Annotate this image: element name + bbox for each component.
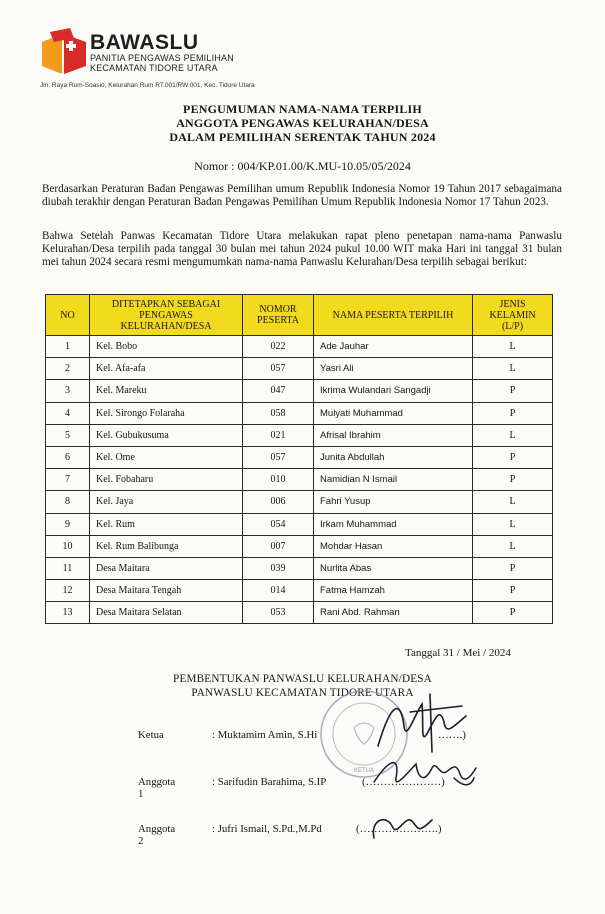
table-header-row (46, 295, 553, 336)
title-line-3: DALAM PEMILIHAN SERENTAK TAHUN 2024 (169, 130, 436, 144)
row-participant-number: 053 (243, 602, 314, 624)
table-row (46, 491, 553, 513)
row-location: Kel. Sirongo Folaraha (90, 402, 243, 424)
row-gender: P (473, 602, 553, 624)
row-location: Kel. Fobaharu (90, 469, 243, 491)
official-stamp-icon (318, 688, 410, 780)
row-gender: P (473, 402, 553, 424)
row-name: Namidian N Ismail (314, 469, 473, 491)
row-number: 7 (46, 469, 90, 491)
signatory-role: Anggota 1 (138, 776, 176, 800)
row-gender: L (473, 513, 553, 535)
row-participant-number: 039 (243, 557, 314, 579)
row-participant-number: 007 (243, 535, 314, 557)
row-location: Desa Maitara (90, 557, 243, 579)
row-name: Fatma Hamzah (314, 580, 473, 602)
row-name: Junita Abdullah (314, 446, 473, 468)
row-participant-number: 010 (243, 469, 314, 491)
row-gender: L (473, 535, 553, 557)
brand-line-2: KECAMATAN TIDORE UTARA (90, 63, 218, 73)
stamp-label: KETUA (353, 768, 375, 774)
row-location: Kel. Gubukusuma (90, 424, 243, 446)
signatory-name: : Jufri Ismail, S.Pd.,M.Pd (212, 823, 322, 835)
row-name: Fahri Yusup (314, 491, 473, 513)
table-body (46, 336, 553, 624)
title-line-2: ANGGOTA PENGAWAS KELURAHAN/DESA (176, 116, 429, 130)
signatory-name: : Muktamim Amin, S.Hi (212, 729, 318, 741)
header-gender-line-1: JENIS KELAMIN (489, 298, 536, 321)
row-number: 13 (46, 602, 90, 624)
row-number: 2 (46, 358, 90, 380)
table-row (46, 336, 553, 358)
row-name: Ikrima Wulandari Sangadji (314, 380, 473, 402)
table-row (46, 358, 553, 380)
row-participant-number: 054 (243, 513, 314, 535)
row-name: Afrisal Ibrahim (314, 424, 473, 446)
table-row (46, 535, 553, 557)
row-participant-number: 014 (243, 580, 314, 602)
table-row (46, 557, 553, 579)
header-location-line-2: PENGAWAS (139, 309, 193, 321)
paragraph-legal-basis: Berdasarkan Peraturan Badan Pengawas Pemilihan umum Republik Indonesia Nomor 19 Tahun 2017 sebagaimana diubah terakhir dengan Peraturan Badan Pengawas Pemilihan Umum Republik Indonesia Nomor 17 Tahun 2023. (42, 183, 562, 208)
announcement-title (0, 102, 605, 144)
row-name: Mulyati Muhammad (314, 402, 473, 424)
table-row (46, 580, 553, 602)
row-number: 4 (46, 402, 90, 424)
row-number: 9 (46, 513, 90, 535)
row-location: Kel. Rum (90, 513, 243, 535)
row-gender: P (473, 580, 553, 602)
row-number: 10 (46, 535, 90, 557)
row-gender: L (473, 336, 553, 358)
row-participant-number: 057 (243, 446, 314, 468)
row-name: Irkam Muhammad (314, 513, 473, 535)
header-no: NO (46, 295, 90, 336)
table-row (46, 380, 553, 402)
row-number: 11 (46, 557, 90, 579)
row-participant-number: 006 (243, 491, 314, 513)
letterhead-brand (90, 32, 234, 73)
table-row (46, 602, 553, 624)
row-participant-number: 022 (243, 336, 314, 358)
row-name: Mohdar Hasan (314, 535, 473, 557)
row-gender: P (473, 469, 553, 491)
table-row (46, 446, 553, 468)
signature-line: (………………….) (356, 823, 442, 835)
row-participant-number: 021 (243, 424, 314, 446)
row-gender: L (473, 491, 553, 513)
header-number-line-1: NOMOR (259, 304, 297, 315)
row-gender: P (473, 446, 553, 468)
row-location: Kel. Mareku (90, 380, 243, 402)
row-participant-number: 058 (243, 402, 314, 424)
brand-line-1: PANITIA PENGAWAS PEMILIHAN (90, 53, 234, 63)
row-number: 8 (46, 491, 90, 513)
signature-line: …….) (438, 729, 466, 741)
brand-name: BAWASLU (90, 31, 199, 54)
table-row (46, 402, 553, 424)
row-number: 1 (46, 336, 90, 358)
paragraph-announcement: Bahwa Setelah Panwas Kecamatan Tidore Utara melakukan rapat pleno penetapan nama-nama Panwaslu Kelurahan/Desa terpilih pada tanggal 30 bulan mei tahun 2024 pukul 10.00 WIT maka Hari ini tanggal 31 bulan mei tahun 2024 secara resmi mengumumkan nama-nama Panwaslu Kelurahan/Desa terpilih sebagai berikut: (42, 230, 562, 268)
row-participant-number: 047 (243, 380, 314, 402)
row-location: Desa Maitara Selatan (90, 602, 243, 624)
row-location: Kel. Jaya (90, 491, 243, 513)
committee-line-1: PEMBENTUKAN PANWASLU KELURAHAN/DESA (173, 673, 432, 685)
header-participant-number (243, 295, 314, 336)
committee-heading (0, 672, 605, 700)
row-location: Kel. Rum Balibunga (90, 535, 243, 557)
signing-date: Tanggal 31 / Mei / 2024 (405, 647, 511, 659)
header-number-line-2: PESERTA (257, 315, 299, 326)
row-participant-number: 057 (243, 358, 314, 380)
row-gender: P (473, 380, 553, 402)
elected-members-table (45, 294, 553, 624)
row-name: Yasri Ali (314, 358, 473, 380)
row-gender: P (473, 557, 553, 579)
row-number: 5 (46, 424, 90, 446)
row-name: Nurlita Abas (314, 557, 473, 579)
row-gender: L (473, 358, 553, 380)
signatory-name: : Sarifudin Barahima, S.IP (212, 776, 327, 788)
signatory-role: Ketua (138, 729, 164, 741)
row-number: 6 (46, 446, 90, 468)
row-location: Kel. Afa-afa (90, 358, 243, 380)
letterhead-address: Jln. Raya Rum-Soasio, Kelurahan Rum RT.001/RW.001, Kec. Tidore Utara (40, 82, 255, 89)
header-location-line-1: DITETAPKAN SEBAGAI (111, 298, 221, 310)
row-number: 3 (46, 380, 90, 402)
signature-line: (…………………) (362, 776, 445, 788)
table-row (46, 424, 553, 446)
row-name: Ade Jauhar (314, 336, 473, 358)
header-location-line-3: KELURAHAN/DESA (120, 320, 212, 332)
header-gender-line-2: (L/P) (501, 320, 524, 332)
committee-line-2: PANWASLU KECAMATAN TIDORE UTARA (191, 687, 414, 699)
signatory-role: Anggota 2 (138, 823, 176, 847)
row-name: Rani Abd. Rahman (314, 602, 473, 624)
document-number: Nomor : 004/KP.01.00/K.MU-10.05/05/2024 (194, 159, 411, 173)
title-line-1: PENGUMUMAN NAMA-NAMA TERPILIH (183, 102, 422, 116)
header-gender (473, 295, 553, 336)
row-number: 12 (46, 580, 90, 602)
row-location: Kel. Ome (90, 446, 243, 468)
header-name: NAMA PESERTA TERPILIH (314, 295, 473, 336)
row-location: Kel. Bobo (90, 336, 243, 358)
bawaslu-logo-icon (40, 28, 88, 78)
row-location: Desa Maitara Tengah (90, 580, 243, 602)
table-row (46, 513, 553, 535)
row-gender: L (473, 424, 553, 446)
table-row (46, 469, 553, 491)
header-location (90, 295, 243, 336)
